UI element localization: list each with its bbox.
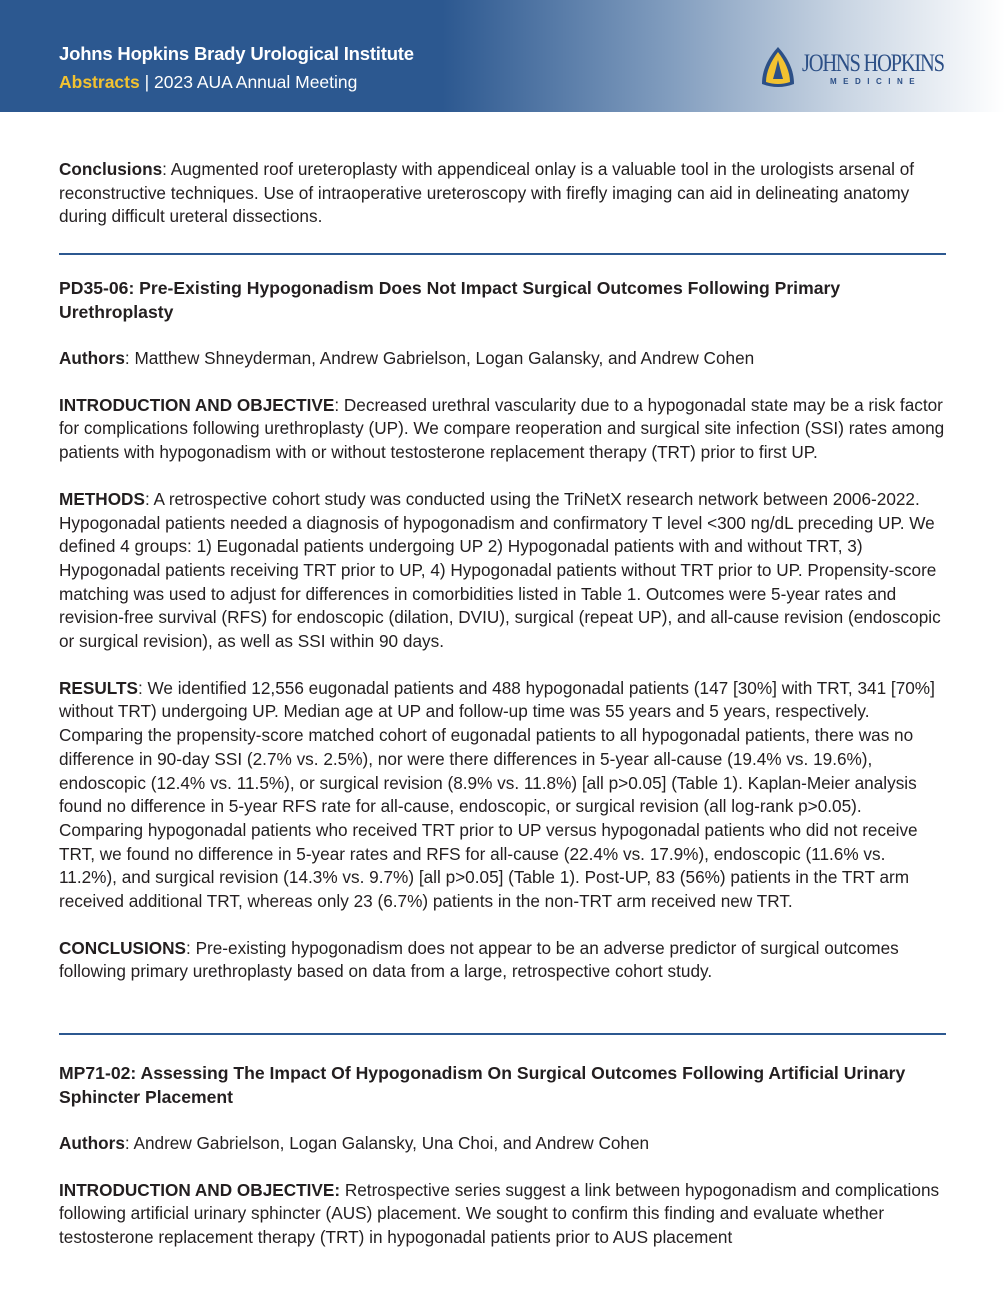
- methods-text: : A retrospective cohort study was conducted using the TriNetX research network between 2006-2022. Hypogonadal patients needed a diagnosis of hypogonadism and confirmatory T level <300 ng/dL preceding UP. We defined 4 groups: 1) Eugonadal patients undergoing UP 2) Hypogonadal patients with and without TRT, 3) Hypogonadal patients receiving TRT prior to UP, 4) Hypogonadal patients without TRT prior to UP. Propensity-score matching was used to adjust for differences in comorbidities listed in Table 1. Outcomes were 5-year rates and revision-free survival (RFS) for endoscopic (dilation, DVIU), surgical (repeat UP), and all-cause revision (endoscopic or surgical revision), as well as SSI within 90 days.: [59, 488, 941, 652]
- conclusions-text: : Pre-existing hypogonadism does not appear to be an adverse predictor of surgical outcomes following primary urethroplasty based on data from a large, retrospective cohort study.: [59, 937, 899, 982]
- results-label: RESULTS: [59, 677, 138, 698]
- separator: |: [144, 72, 150, 92]
- section-divider: [59, 1033, 946, 1035]
- methods-label: METHODS: [59, 488, 145, 509]
- conclusions-label: Conclusions: [59, 159, 163, 179]
- previous-conclusions: [59, 158, 947, 229]
- abstract-title: PD35-06: Pre-Existing Hypogonadism Does Not Impact Surgical Outcomes Following Primary Urethroplasty: [59, 278, 841, 322]
- intro-label: INTRODUCTION AND OBJECTIVE: [59, 394, 335, 415]
- authors-label: Authors: [59, 348, 125, 368]
- meeting-name: 2023 AUA Annual Meeting: [154, 72, 358, 92]
- authors-text: : Andrew Gabrielson, Logan Galansky, Una Choi, and Andrew Cohen: [124, 1133, 650, 1153]
- results-text: : We identified 12,556 eugonadal patients and 488 hypogonadal patients (147 [30%] with TRT, 341 [70%] without TRT) undergoing UP. Median age at UP and follow-up time was 55 years and 5 years, respectively. Comparing the propensity-score matched cohort of eugonadal patients to all hypogonadal patients, there was no difference in 90-day SSI (2.7% vs. 2.5%), nor were there differences in 5-year all-cause (19.4% vs. 19.6%), endoscopic (12.4% vs. 11.5%), or surgical revision (8.9% vs. 11.8%) [all p>0.05] (Table 1). Kaplan-Meier analysis found no difference in 5-year RFS rate for all-cause, endoscopic, or surgical revision (all log-rank p>0.05). Comparing hypogonadal patients who received TRT prior to UP versus hypogonadal patients who did not receive TRT, we found no difference in 5-year rates and RFS for all-cause (22.4% vs. 17.9%), endoscopic (11.6% vs. 11.2%), and surgical revision (14.3% vs. 9.7%) [all p>0.05] (Table 1). Post-UP, 83 (56%) patients in the TRT arm received additional TRT, whereas only 23 (6.7%) patients in the non-TRT arm received new TRT.: [59, 677, 935, 912]
- abstract-pd35-06: [59, 276, 947, 984]
- johns-hopkins-medicine-logo: [758, 46, 948, 90]
- header-subtitle: [59, 72, 357, 93]
- logo-subtext: MEDICINE: [830, 77, 922, 86]
- authors-label: Authors: [59, 1133, 125, 1153]
- page-header: [0, 0, 1005, 112]
- intro-label: INTRODUCTION AND OBJECTIVE:: [59, 1179, 341, 1200]
- institute-title: Johns Hopkins Brady Urological Institute: [59, 43, 414, 64]
- logo-text: JOHNS HOPKINS: [802, 50, 944, 77]
- intro-text: Retrospective series suggest a link between hypogonadism and complications following artificial urinary sphincter (AUS) placement. We sought to confirm this finding and evaluate whether testosterone replacement therapy (TRT) in hypogonadal patients prior to AUS placement: [59, 1179, 940, 1248]
- section-divider: [59, 253, 946, 255]
- authors-text: : Matthew Shneyderman, Andrew Gabrielson, Logan Galansky, and Andrew Cohen: [124, 348, 755, 368]
- abstract-mp71-02: [59, 1061, 947, 1250]
- shield-dome-icon: [758, 46, 798, 90]
- abstract-title: MP71-02: Assessing The Impact Of Hypogonadism On Surgical Outcomes Following Artificial Urinary Sphincter Placement: [59, 1063, 906, 1107]
- conclusions-text: : Augmented roof ureteroplasty with appendiceal onlay is a valuable tool in the urologists arsenal of reconstructive techniques. Use of intraoperative ureteroscopy with firefly imaging can aid in delineating anatomy during difficult ureteral dissections.: [59, 159, 915, 227]
- abstracts-label: Abstracts: [59, 72, 140, 92]
- intro-text: : Decreased urethral vascularity due to a hypogonadal state may be a risk factor for complications following urethroplasty (UP). We compare reoperation and surgical site infection (SSI) rates among patients with hypogonadism with or without testosterone replacement therapy (TRT) prior to first UP.: [59, 394, 945, 463]
- conclusions-label: CONCLUSIONS: [59, 937, 187, 958]
